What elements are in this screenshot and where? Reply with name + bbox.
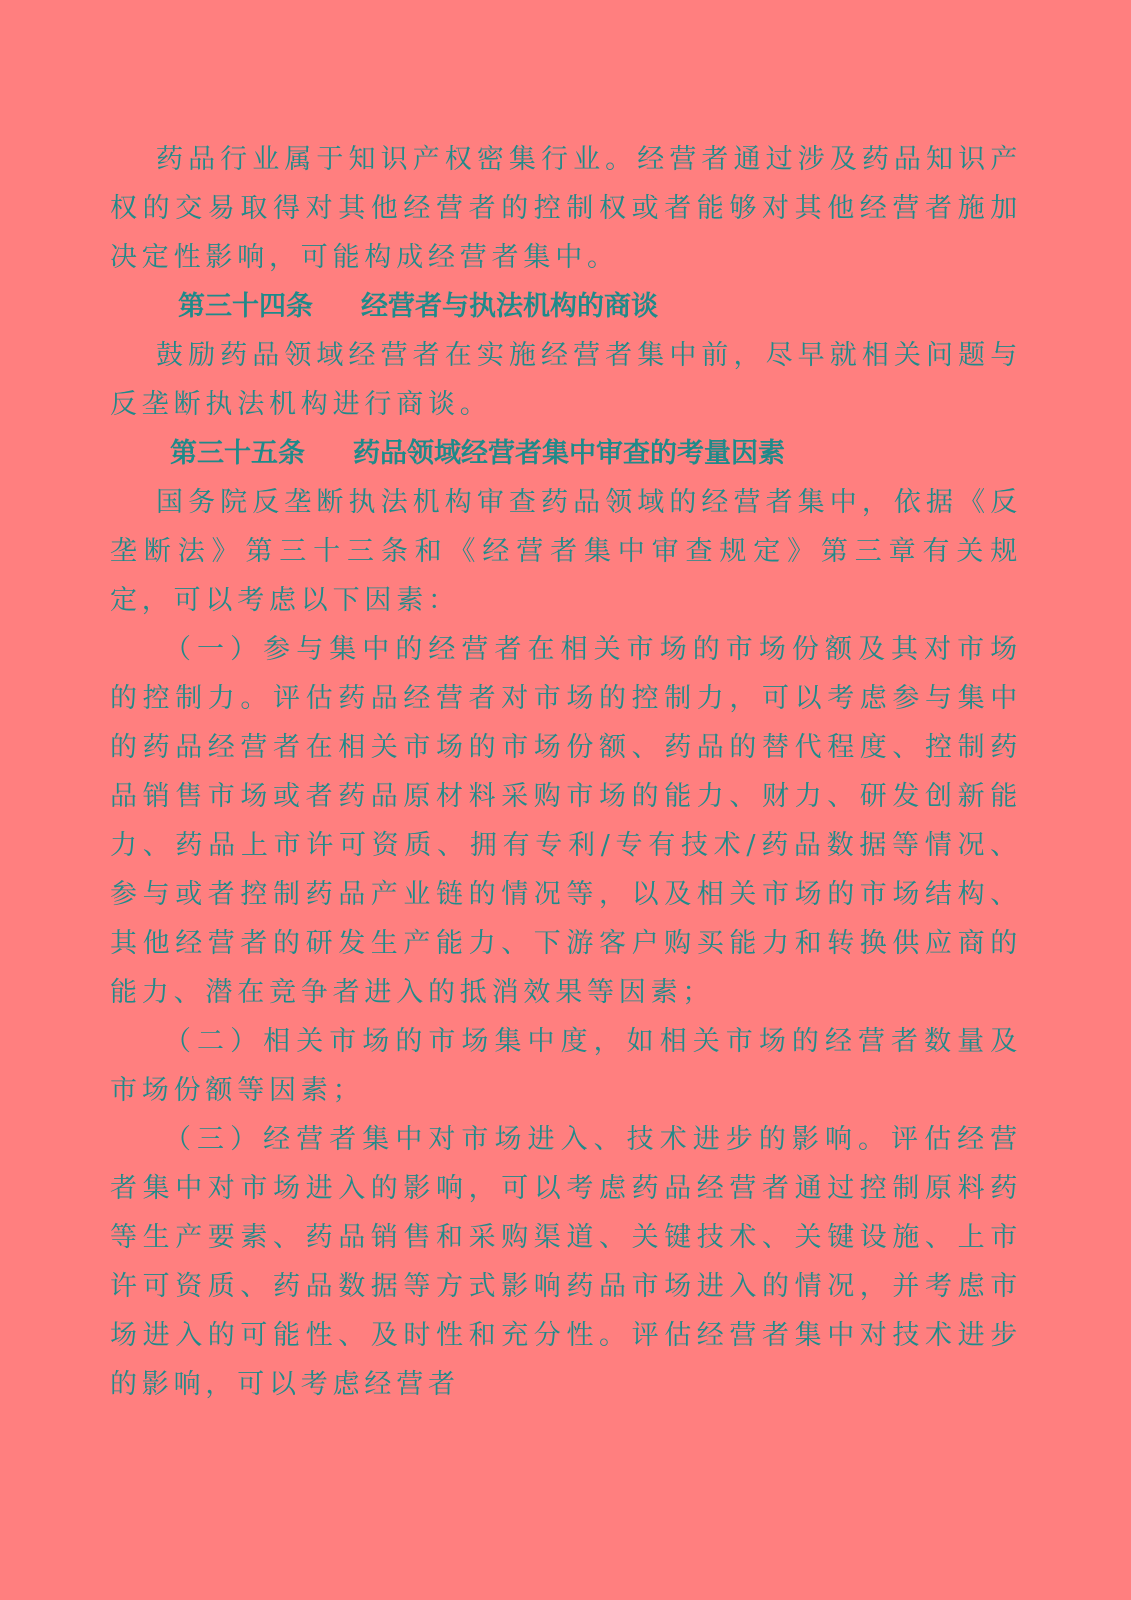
article-34-title: 经营者与执法机构的商谈	[361, 291, 658, 322]
article-34-heading	[110, 282, 1022, 331]
article-35-title: 药品领域经营者集中审查的考量因素	[353, 438, 785, 469]
article-34-number: 第三十四条	[178, 291, 313, 322]
paragraph-ip-intensive: 药品行业属于知识产权密集行业。经营者通过涉及药品知识产权的交易取得对其他经营者的控制权或者能够对其他经营者施加决定性影响，可能构成经营者集中。	[110, 144, 1022, 273]
paragraph-item-2: （二）相关市场的市场集中度，如相关市场的经营者数量及市场份额等因素；	[110, 1026, 1022, 1106]
article-35-number: 第三十五条	[170, 438, 305, 469]
document-body	[110, 135, 1022, 1409]
paragraph-review-basis: 国务院反垄断执法机构审查药品领域的经营者集中，依据《反垄断法》第三十三条和《经营者集中审查规定》第三章有关规定，可以考虑以下因素：	[110, 487, 1022, 616]
article-35-heading	[110, 429, 1022, 478]
paragraph-item-1: （一）参与集中的经营者在相关市场的市场份额及其对市场的控制力。评估药品经营者对市场的控制力，可以考虑参与集中的药品经营者在相关市场的市场份额、药品的替代程度、控制药品销售市场或者药品原材料采购市场的能力、财力、研发创新能力、药品上市许可资质、拥有专利/专有技术/药品数据等情况、参与或者控制药品产业链的情况等，以及相关市场的市场结构、其他经营者的研发生产能力、下游客户购买能力和转换供应商的能力、潜在竞争者进入的抵消效果等因素；	[110, 634, 1022, 1008]
paragraph-consultation: 鼓励药品领域经营者在实施经营者集中前，尽早就相关问题与反垄断执法机构进行商谈。	[110, 340, 1022, 420]
paragraph-item-3: （三）经营者集中对市场进入、技术进步的影响。评估经营者集中对市场进入的影响，可以考虑药品经营者通过控制原料药等生产要素、药品销售和采购渠道、关键技术、关键设施、上市许可资质、药品数据等方式影响药品市场进入的情况，并考虑市场进入的可能性、及时性和充分性。评估经营者集中对技术进步的影响，可以考虑经营者	[110, 1124, 1022, 1400]
